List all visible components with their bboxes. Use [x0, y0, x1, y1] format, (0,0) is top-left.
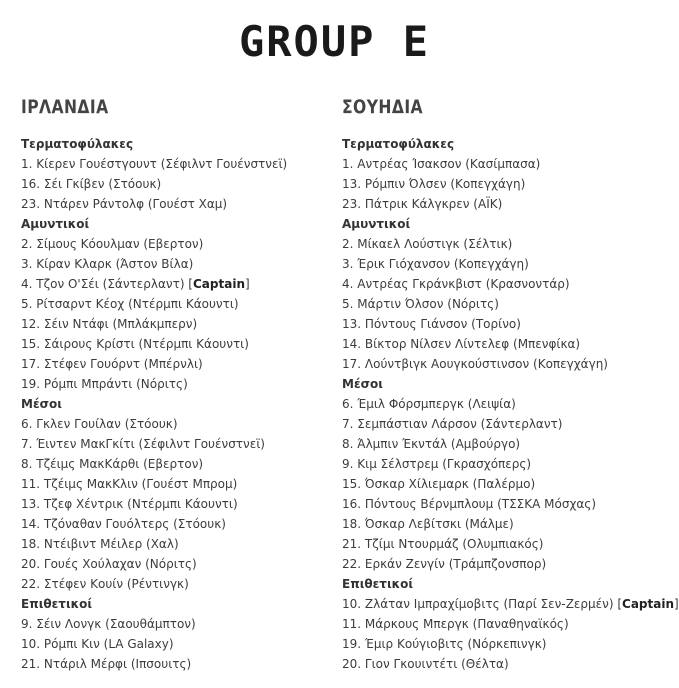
player-entry: [21, 234, 351, 254]
player-entry: [21, 174, 351, 194]
player-text: 3. Έρικ Γιόχανσον (Κοπεγχάγη): [342, 257, 529, 271]
player-text: 9. Σέιν Λονγκ (Σαουθάμπτον): [21, 617, 196, 631]
player-text: 16. Πόντους Βέρνμπλουμ (ΤΣΣΚΑ Μόσχας): [342, 497, 597, 511]
player-entry: [342, 594, 679, 614]
player-text: 2. Μίκαελ Λούστιγκ (Σέλτικ): [342, 237, 513, 251]
spacer: [342, 120, 672, 134]
player-entry: [342, 314, 672, 334]
player-entry: [342, 394, 672, 414]
player-text: 19. Έμιρ Κούγιοβιτς (Νόρκεπινγκ): [342, 637, 547, 651]
player-entry: [21, 254, 351, 274]
player-entry: [21, 554, 351, 574]
captain-label: Captain: [193, 277, 245, 291]
player-text: 21. Ντάριλ Μέρφι (Ιπσουιτς): [21, 657, 192, 671]
player-entry: [21, 514, 351, 534]
spacer: [21, 120, 351, 134]
player-text: 21. Τζίμι Ντουρμάζ (Ολυμπιακός): [342, 537, 544, 551]
player-text: 23. Πάτρικ Κάλγκρεν (ΑΪΚ): [342, 197, 503, 211]
player-entry: [342, 274, 672, 294]
player-text: 17. Στέφεν Γουόρντ (Μπέρνλι): [21, 357, 203, 371]
player-text: 13. Τζεφ Χέντρικ (Ντέρμπι Κάουντι): [21, 497, 238, 511]
player-text: 2. Σίμους Κόουλμαν (Εβερτον): [21, 237, 204, 251]
group-title: GROUP E: [238, 17, 430, 66]
player-text: 6. Γκλεν Γουίλαν (Στόουκ): [21, 417, 178, 431]
player-entry: [342, 614, 672, 634]
player-entry: [21, 494, 351, 514]
player-text: 5. Μάρτιν Όλσον (Νόριτς): [342, 297, 499, 311]
player-entry: [342, 174, 672, 194]
player-text: 20. Γουές Χούλαχαν (Νόριτς): [21, 557, 197, 571]
player-entry: [342, 194, 672, 214]
player-text: 4. Αντρέας Γκράνκβιστ (Κρασνοντάρ): [342, 277, 570, 291]
position-heading: Αμυντικοί: [342, 217, 411, 231]
player-text: 10. Ζλάταν Ιμπραχίμοβιτς (Παρί Σεν-Ζερμέν) [: [342, 597, 623, 611]
player-entry: [342, 354, 672, 374]
player-text: 14. Τζόναθαν Γουόλτερς (Στόουκ): [21, 517, 226, 531]
player-entry: [21, 334, 351, 354]
position-heading: Μέσοι: [21, 397, 62, 411]
player-entry: [342, 654, 672, 674]
position-heading: Τερματοφύλακες: [21, 137, 134, 151]
player-entry: [342, 454, 672, 474]
player-text: 23. Ντάρεν Ράντολφ (Γουέστ Χαμ): [21, 197, 228, 211]
player-entry: [21, 374, 351, 394]
player-entry: [342, 294, 672, 314]
player-text: 18. Όσκαρ Λεβίτσκι (Μάλμε): [342, 517, 514, 531]
player-text: 11. Τζέιμς ΜακΚλιν (Γουέστ Μπρομ): [21, 477, 238, 491]
team-column-sweden: [342, 94, 679, 674]
player-entry: [342, 474, 672, 494]
player-text: 1. Κίερεν Γουέστγουντ (Σέφιλντ Γουένστνεϊ): [21, 157, 288, 171]
player-text: 14. Βίκτορ Νίλσεν Λίντελεφ (Μπενφίκα): [342, 337, 581, 351]
player-entry: [342, 434, 672, 454]
captain-bracket: ]: [244, 277, 250, 291]
player-text: 22. Στέφεν Κουίν (Ρέντινγκ): [21, 577, 189, 591]
player-entry: [21, 454, 351, 474]
player-entry: [21, 614, 351, 634]
player-text: 18. Ντέιβιντ Μέιλερ (Χαλ): [21, 537, 179, 551]
player-text: 8. Τζέιμς ΜακΚάρθι (Εβερτον): [21, 457, 204, 471]
player-text: 19. Ρόμπι Μπράντι (Νόριτς): [21, 377, 188, 391]
captain-label: Captain: [622, 597, 674, 611]
player-entry: [21, 314, 351, 334]
player-text: 7. Έιντεν ΜακΓκίτι (Σέφιλντ Γουένστνεϊ): [21, 437, 265, 451]
player-entry: [21, 154, 351, 174]
player-text: 16. Σέι Γκίβεν (Στόουκ): [21, 177, 162, 191]
team-name: ΙΡΛΑΝΔΙΑ: [21, 96, 109, 118]
player-text: 12. Σέιν Ντάφι (Μπλάκμπερν): [21, 317, 198, 331]
player-entry: [21, 534, 351, 554]
player-text: 4. Τζον Ο'Σέι (Σάντερλαντ) [: [21, 277, 193, 291]
team-column-ireland: [21, 94, 351, 674]
player-entry: [21, 414, 351, 434]
player-entry: [342, 154, 672, 174]
player-entry: [342, 254, 672, 274]
player-entry: [342, 554, 672, 574]
player-text: 1. Αντρέας Ίσακσον (Κασίμπασα): [342, 157, 541, 171]
position-heading: Επιθετικοί: [342, 577, 414, 591]
player-entry: [21, 434, 351, 454]
position-heading: Αμυντικοί: [21, 217, 90, 231]
player-entry: [342, 514, 672, 534]
player-text: 13. Πόντους Γιάνσον (Τορίνο): [342, 317, 521, 331]
position-heading: Τερματοφύλακες: [342, 137, 455, 151]
player-text: 6. Έμιλ Φόρσμπεργκ (Λειψία): [342, 397, 516, 411]
player-entry: [21, 274, 351, 294]
player-text: 22. Ερκάν Ζενγίν (Τράμπζονσπορ): [342, 557, 547, 571]
player-entry: [342, 634, 672, 654]
player-text: 3. Κίραν Κλαρκ (Άστον Βίλα): [21, 257, 194, 271]
player-text: 20. Γιον Γκουιντέτι (Θέλτα): [342, 657, 509, 671]
player-text: 17. Λούντβιγκ Αουγκούστινσον (Κοπεγχάγη): [342, 357, 608, 371]
player-entry: [342, 534, 672, 554]
player-text: 11. Μάρκους Μπεργκ (Παναθηναϊκός): [342, 617, 569, 631]
player-entry: [21, 354, 351, 374]
position-heading: Μέσοι: [342, 377, 383, 391]
team-name: ΣΟΥΗΔΙΑ: [342, 96, 424, 118]
player-text: 8. Άλμπιν Έκντάλ (Αμβούργο): [342, 437, 521, 451]
captain-bracket: ]: [674, 597, 679, 611]
player-text: 15. Σάιρους Κρίστι (Ντέρμπι Κάουντι): [21, 337, 249, 351]
player-text: 13. Ρόμπιν Όλσεν (Κοπεγχάγη): [342, 177, 526, 191]
player-entry: [21, 474, 351, 494]
player-entry: [21, 654, 351, 674]
player-text: 10. Ρόμπι Κιν (LA Galaxy): [21, 637, 174, 651]
player-entry: [342, 494, 672, 514]
player-entry: [342, 234, 672, 254]
player-text: 9. Κιμ Σέλστρεμ (Γκρασχόπερς): [342, 457, 532, 471]
player-text: 15. Όσκαρ Χίλιεμαρκ (Παλέρμο): [342, 477, 536, 491]
position-heading: Επιθετικοί: [21, 597, 93, 611]
player-text: 5. Ρίτσαρντ Κέοχ (Ντέρμπι Κάουντι): [21, 297, 239, 311]
player-entry: [21, 294, 351, 314]
player-entry: [342, 414, 672, 434]
player-entry: [21, 634, 351, 654]
player-entry: [21, 194, 351, 214]
player-entry: [342, 334, 672, 354]
player-entry: [21, 574, 351, 594]
player-text: 7. Σεμπάστιαν Λάρσον (Σάντερλαντ): [342, 417, 563, 431]
